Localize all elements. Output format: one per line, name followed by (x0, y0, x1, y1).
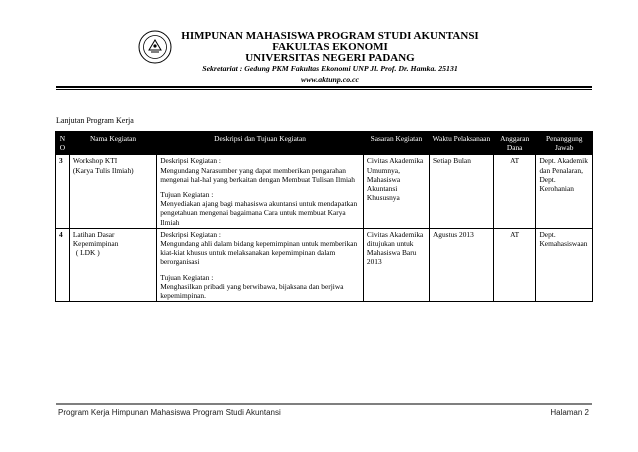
row-no: 4 (56, 228, 70, 301)
footer-title: Program Kerja Himpunan Mahasiswa Program Studi Akuntansi (58, 408, 281, 417)
nama-line: ( LDK ) (75, 248, 100, 258)
row-anggaran: AT (493, 228, 536, 301)
nama-line: Latihan Dasar (72, 229, 115, 239)
row-waktu: Setiap Bulan (429, 155, 493, 228)
deskripsi-label: Deskripsi Kegiatan : (160, 156, 221, 166)
col-header-deskripsi: Deskripsi dan Tujuan Kegiatan (157, 132, 364, 155)
header-rule-thick (56, 86, 592, 88)
row-sasaran: Civitas Akademika ditujukan untuk Mahasiswa Baru 2013 (363, 228, 429, 301)
university-name: UNIVERSITAS NEGERI PADANG (245, 52, 415, 64)
nama-line: Kepemimpinan (72, 239, 119, 249)
table-row (56, 228, 593, 301)
nama-line: (Karya Tulis Ilmiah) (72, 165, 134, 175)
row-sasaran: Civitas Akademika Umumnya, Mahasiswa Akuntansi Khususnya (363, 155, 429, 228)
row-penanggung: Dept. Akademik dan Penalaran, Dept. Kerohanian (536, 155, 593, 228)
row-penanggung: Dept. Kemahasiswaan (536, 228, 593, 301)
deskripsi-label: Deskripsi Kegiatan : (160, 229, 221, 239)
nama-line: Workshop KTI (72, 156, 118, 166)
row-no: 3 (56, 155, 70, 228)
tujuan-label: Tujuan Kegiatan : (160, 190, 214, 200)
row-waktu: Agustus 2013 (429, 228, 493, 301)
program-table (55, 131, 593, 302)
tujuan-text: Menghasilkan pribadi yang berwibawa, bijaksana dan berjiwa kepemimpinan. (160, 281, 344, 301)
org-name: HIMPUNAN MAHASISWA PROGRAM STUDI AKUNTANSI (181, 30, 479, 42)
website: www.aktunp.co.cc (301, 75, 359, 84)
row-deskripsi (157, 155, 364, 228)
footer-rule (56, 403, 592, 405)
col-header-anggaran: Anggaran Dana (493, 132, 536, 155)
col-header-nama: Nama Kegiatan (69, 132, 156, 155)
faculty-name: FAKULTAS EKONOMI (272, 41, 388, 53)
letterhead (0, 0, 638, 100)
tujuan-label: Tujuan Kegiatan : (160, 272, 214, 282)
row-deskripsi (157, 228, 364, 301)
deskripsi-text: Mengundang ahli dalam bidang kepemimpinan untuk memberikan kiat-kiat khusus untuk melaksanakan kepemimpinan dalam berorganisasi (160, 239, 358, 267)
header-rule-thin (56, 89, 592, 90)
row-nama (69, 228, 156, 301)
row-anggaran: AT (493, 155, 536, 228)
col-header-waktu: Waktu Pelaksanaan (429, 132, 493, 155)
continuation-label: Lanjutan Program Kerja (56, 116, 134, 125)
col-header-sasaran: Sasaran Kegiatan (363, 132, 429, 155)
page-number: Halaman 2 (550, 408, 589, 417)
col-header-no: N O (56, 132, 70, 155)
table-row (56, 155, 593, 228)
table-header-row (56, 132, 593, 155)
row-nama (69, 155, 156, 228)
tujuan-text: Menyediakan ajang bagi mahasiswa akuntansi untuk mendapatkan pengetahuan mengenai bagaimana Cara untuk membuat Karya Ilmiah (160, 199, 358, 227)
col-header-penanggung: Penanggung Jawab (536, 132, 593, 155)
deskripsi-text: Mengundang Narasumber yang dapat memberikan pengarahan mengenai hal-hal yang berkaitan dengan Membuat Tulisan Ilmiah (160, 165, 355, 184)
secretariat-address: Sekretariat : Gedung PKM Fakultas Ekonomi UNP Jl. Prof. Dr. Hamka. 25131 (202, 64, 458, 73)
